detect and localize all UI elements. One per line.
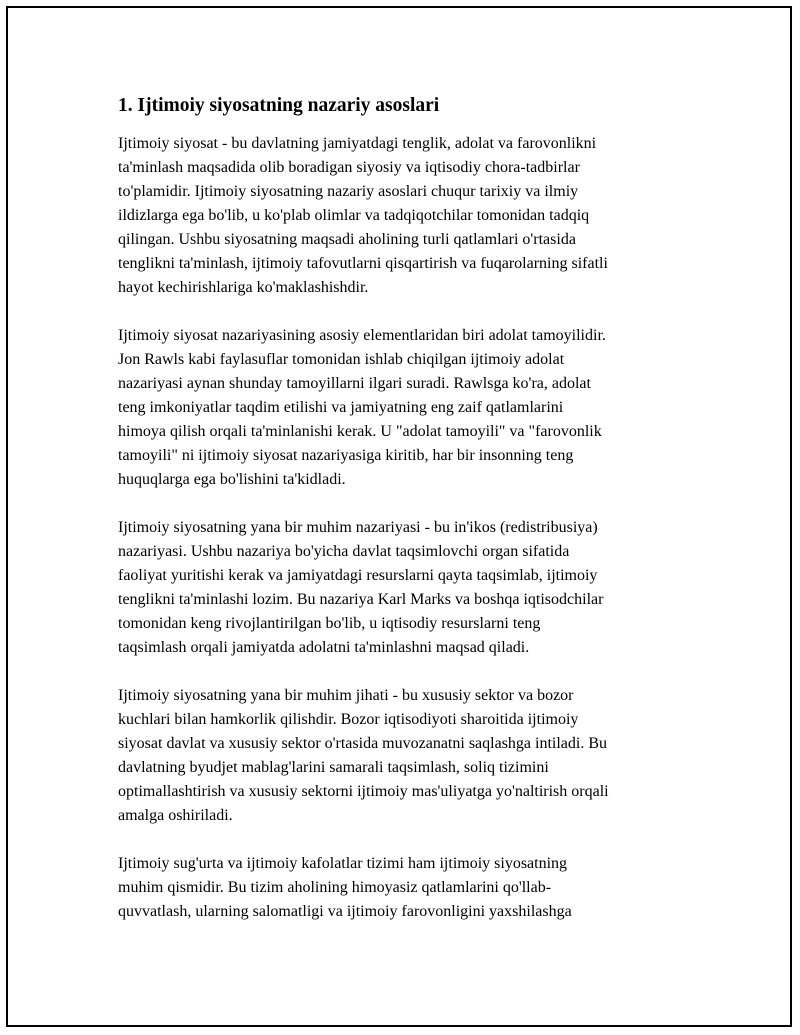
text-line: huquqlarga ega bo'lishini ta'kidladi. — [118, 471, 346, 488]
text-line: taqsimlash orqali jamiyatda adolatni ta'minlashni maqsad qiladi. — [118, 639, 530, 656]
text-line: siyosat davlat va xususiy sektor o'rtasida muvozanatni saqlashga intiladi. Bu — [118, 735, 608, 752]
paragraph-5 — [118, 852, 688, 924]
text-line: optimallashtirish va xususiy sektorni ijtimoiy mas'uliyatga yo'naltirish orqali — [118, 783, 609, 800]
text-line: to'plamidir. Ijtimoiy siyosatning nazariy asoslari chuqur tarixiy va ilmiy — [118, 183, 579, 200]
text-line: quvvatlash, ularning salomatligi va ijtimoiy farovonligini yaxshilashga — [118, 903, 572, 920]
text-line: hayot kechirishlariga ko'maklashishdir. — [118, 279, 369, 296]
text-line: faoliyat yuritishi kerak va jamiyatdagi resurslarni qayta taqsimlab, ijtimoiy — [118, 567, 598, 584]
text-line: muhim qismidir. Bu tizim aholining himoyasiz qatlamlarini qo'llab- — [118, 879, 552, 896]
paragraph-1 — [118, 132, 688, 300]
text-line: amalga oshiriladi. — [118, 807, 233, 824]
text-line: kuchlari bilan hamkorlik qilishdir. Bozor iqtisodiyoti sharoitida ijtimoiy — [118, 711, 579, 728]
text-line: Ijtimoiy siyosatning yana bir muhim jihati - bu xususiy sektor va bozor — [118, 687, 574, 704]
text-line: tamoyili" ni ijtimoiy siyosat nazariyasiga kiritib, har bir insonning teng — [118, 447, 574, 464]
text-line: tomonidan keng rivojlantirilgan bo'lib, u iqtisodiy resurslarni teng — [118, 615, 541, 632]
text-line: davlatning byudjet mablag'larini samarali taqsimlash, soliq tizimini — [118, 759, 549, 776]
text-line: nazariyasi. Ushbu nazariya bo'yicha davlat taqsimlovchi organ sifatida — [118, 543, 570, 560]
paragraph-3 — [118, 516, 688, 660]
paragraph-2 — [118, 324, 688, 492]
text-line: Ijtimoiy siyosat - bu davlatning jamiyatdagi tenglik, adolat va farovonlikni — [118, 135, 597, 152]
text-line: ildizlarga ega bo'lib, u ko'plab olimlar va tadqiqotchilar tomonidan tadqiq — [118, 207, 590, 224]
document-body — [118, 93, 688, 948]
text-line: Ijtimoiy siyosatning yana bir muhim nazariyasi - bu in'ikos (redistribusiya) — [118, 519, 598, 536]
text-line: Ijtimoiy sug'urta va ijtimoiy kafolatlar tizimi ham ijtimoiy siyosatning — [118, 855, 568, 872]
section-heading: 1. Ijtimoiy siyosatning nazariy asoslari — [118, 95, 440, 116]
text-line: tenglikni ta'minlash, ijtimoiy tafovutlarni qisqartirish va fuqarolarning sifatli — [118, 255, 608, 272]
text-line: qilingan. Ushbu siyosatning maqsadi aholining turli qatlamlari o'rtasida — [118, 231, 576, 248]
text-line: Jon Rawls kabi faylasuflar tomonidan ishlab chiqilgan ijtimoiy adolat — [118, 351, 565, 368]
text-line: nazariyasi aynan shunday tamoyillarni ilgari suradi. Rawlsga ko'ra, adolat — [118, 375, 591, 392]
text-line: himoya qilish orqali ta'minlanishi kerak. U "adolat tamoyili" va "farovonlik — [118, 423, 602, 440]
text-line: ta'minlash maqsadida olib boradigan siyosiy va iqtisodiy chora-tadbirlar — [118, 159, 580, 176]
text-line: Ijtimoiy siyosat nazariyasining asosiy elementlaridan biri adolat tamoyilidir. — [118, 327, 606, 344]
paragraph-4 — [118, 684, 688, 828]
text-line: teng imkoniyatlar taqdim etilishi va jamiyatning eng zaif qatlamlarini — [118, 399, 564, 416]
text-line: tenglikni ta'minlashi lozim. Bu nazariya Karl Marks va boshqa iqtisodchilar — [118, 591, 604, 608]
